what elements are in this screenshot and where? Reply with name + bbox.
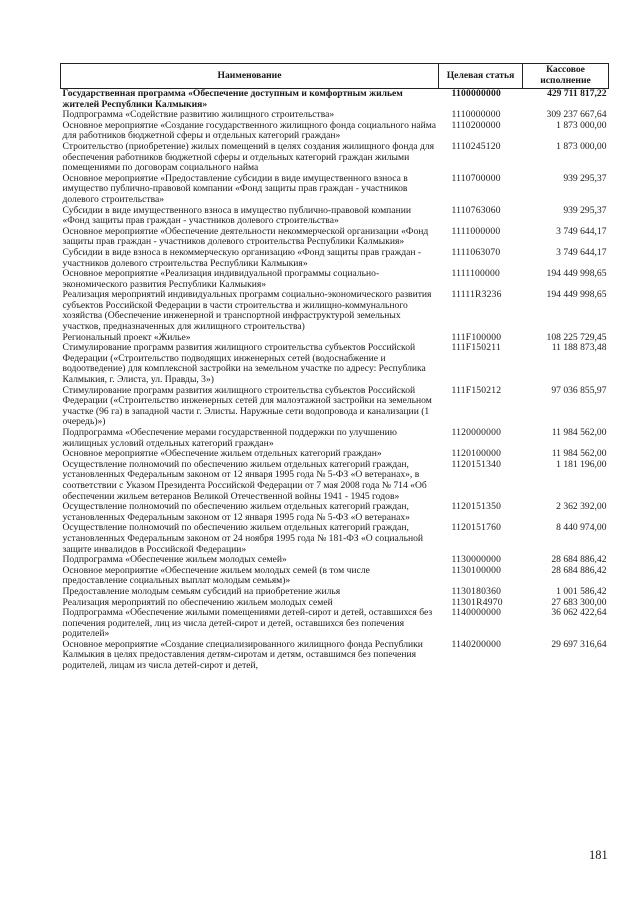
row-name: Основное мероприятие «Обеспечение жильем молодых семей (в том числе предоставление социальных выплат молодым семьям)» — [62, 564, 370, 587]
table-row — [61, 89, 609, 111]
row-name: Подпрограмма «Обеспечение жилыми помещениями детей-сирот и детей, оставшихся без попечения родителей, лиц из числа детей-сирот и детей, оставшихся без попечения родителей» — [62, 607, 433, 640]
row-cash-amount: 28 684 886,42 — [551, 554, 607, 566]
table-row — [61, 290, 609, 332]
row-name: Предоставление молодым семьям субсидий на приобретение жилья — [62, 585, 341, 597]
row-target-article: 1130180360 — [451, 585, 502, 597]
row-cash-amount: 939 295,37 — [563, 204, 607, 216]
row-target-article: 11111R3236 — [451, 289, 502, 301]
row-target-article: 1120000000 — [451, 427, 502, 438]
header-target-article: Целевая статья — [439, 64, 523, 89]
row-name: Государственная программа «Обеспечение доступным и комфортным жильем жителей Республики Калмыкия» — [62, 88, 403, 110]
row-cash-amount: 194 449 998,65 — [546, 268, 607, 280]
table-row — [61, 502, 609, 523]
row-name: Осуществление полномочий по обеспечению жильем отдельных категорий граждан, установленных Федеральным законом от 12 января 1995 года № 5-ФЗ «О ветеранах», в соответствии с Указом Президента Российской Федерации от 7 мая 2008 года № 714 «Об обеспечении жильем ветеранов Великой Отечественной войны 1941 - 1945 годов» — [62, 458, 427, 502]
row-name: Региональный проект «Жилье» — [62, 331, 191, 343]
header-cash-execution: Кассовое исполнение — [523, 64, 609, 89]
row-name: Реализация мероприятий индивидуальных программ социально-экономического развития субъектов Российской Федерации в части строительства и жилищно-коммунального хозяйства (Обеспечение инженерной и транспортной инфраструктурой земельных участков, предназначенных для жилищного строительства) — [62, 289, 432, 333]
row-target-article: 1110700000 — [451, 172, 501, 184]
row-cash-amount: 1 001 586,42 — [556, 585, 607, 597]
row-target-article: 111F150212 — [451, 384, 502, 396]
table-row — [61, 121, 609, 142]
row-target-article: 111F100000 — [451, 331, 502, 343]
table-row — [61, 386, 609, 428]
row-target-article: 1111100000 — [451, 268, 501, 280]
row-name: Осуществление полномочий по обеспечению жильем отдельных категорий граждан, установленных Федеральным законом от 24 ноября 1995 года № 181-ФЗ «О социальной защите инвалидов в Российской Федерации» — [62, 522, 424, 555]
row-cash-amount: 11 188 873,48 — [551, 342, 607, 354]
budget-execution-table — [60, 63, 609, 672]
row-target-article: 1110763060 — [451, 204, 501, 216]
row-cash-amount: 97 036 855,97 — [551, 384, 607, 396]
table-row — [61, 343, 609, 385]
row-cash-amount: 1 873 000,00 — [556, 140, 607, 152]
row-target-article: 1111000000 — [451, 225, 501, 237]
table-row — [61, 206, 609, 227]
table-row — [61, 460, 609, 502]
table-header — [61, 64, 609, 89]
row-cash-amount: 11 984 562,00 — [551, 448, 607, 460]
table-row — [61, 640, 609, 672]
row-cash-amount: 108 225 729,45 — [546, 331, 607, 343]
row-cash-amount: 27 683 300,00 — [551, 596, 607, 608]
row-target-article: 1140000000 — [451, 607, 502, 619]
row-name: Стимулирование программ развития жилищного строительства субъектов Российской Федерации («Строительство подводящих инженерных сетей (водоснабжение и водоотведение) для комплексной застройки на земельном участке по адресу: Республика Калмыкия, г. Элиста, ул. Правды, 3») — [62, 342, 426, 386]
table-row — [61, 248, 609, 269]
row-target-article: 11301R4970 — [451, 596, 503, 608]
table-row — [61, 428, 609, 449]
row-name: Основное мероприятие «Предоставление субсидии в виде имущественного взноса в имущество публично-правовой компании «Фонд защиты прав граждан - участников долевого строительства» — [62, 172, 408, 205]
row-name: Основное мероприятие «Создание государственного жилищного фонда социального найма для работников бюджетной сферы и отдельных категорий граждан» — [62, 119, 437, 142]
row-cash-amount: 29 697 316,64 — [551, 638, 607, 650]
row-name: Подпрограмма «Содействие развитию жилищного строительства» — [62, 109, 335, 121]
row-cash-amount: 939 295,37 — [563, 172, 607, 184]
table-body — [61, 89, 609, 672]
row-target-article: 1110200000 — [451, 119, 501, 131]
row-name: Основное мероприятие «Обеспечение деятельности некоммерческой организации «Фонд защиты прав граждан - участников долевого строительства Республики Калмыкия» — [62, 225, 429, 248]
row-target-article: 1120151340 — [451, 458, 502, 470]
row-cash-amount: 429 711 817,22 — [547, 88, 607, 99]
row-name: Строительство (приобретение) жилых помещений в целях создания жилищного фонда для обеспечения работников бюджетной сферы и отдельных категорий граждан жилыми помещениями по договорам социального найма — [62, 140, 435, 174]
table-row — [61, 587, 609, 598]
budget-table-sheet — [60, 63, 608, 672]
row-name: Подпрограмма «Обеспечение мерами государственной поддержки по улучшению жилищных условий отдельных категорий граждан» — [62, 427, 397, 449]
row-cash-amount: 194 449 998,65 — [546, 289, 607, 301]
row-cash-amount: 1 181 196,00 — [556, 458, 607, 470]
row-target-article: 1120151760 — [451, 522, 502, 534]
row-name: Основное мероприятие «Обеспечение жильем отдельных категорий граждан» — [62, 448, 382, 460]
table-row — [61, 227, 609, 248]
row-cash-amount: 1 873 000,00 — [556, 119, 607, 131]
row-target-article: 111F150211 — [451, 342, 501, 354]
table-row — [61, 174, 609, 206]
row-target-article: 1110245120 — [451, 140, 501, 152]
row-cash-amount: 3 749 644,17 — [556, 246, 607, 258]
row-cash-amount: 36 062 422,64 — [551, 607, 607, 619]
table-row — [61, 566, 609, 587]
row-name: Субсидии в виде имущественного взноса в имущество публично-правовой компании «Фонд защиты прав граждан - участников долевого строительства» — [62, 204, 411, 227]
row-name: Основное мероприятие «Создание специализированного жилищного фонда Республики Калмыкия в целях предоставления детям-сиротам и детям, оставшимся без попечения родителей, лицам из числа детей-сирот и детей, — [62, 638, 423, 672]
row-target-article: 1120100000 — [451, 448, 502, 460]
row-name: Субсидии в виде взноса в некоммерческую организацию «Фонд защиты прав граждан - участников долевого строительства Республики Калмыкия» — [62, 246, 422, 269]
row-cash-amount: 11 984 562,00 — [551, 427, 607, 438]
row-target-article: 1130000000 — [451, 554, 502, 566]
row-name: Стимулирование программ развития жилищного строительства субъектов Российской Федерации («Строительство инженерных сетей для малоэтажной застройки на земельном участке (96 га) в западной части г. Элисты. Наружные сети водопровода и канализации (1 очередь)») — [62, 384, 432, 428]
row-cash-amount: 3 749 644,17 — [556, 225, 607, 237]
row-target-article: 1120151350 — [451, 501, 502, 513]
table-row — [61, 608, 609, 640]
table-row — [61, 523, 609, 555]
row-cash-amount: 309 237 667,64 — [546, 109, 607, 121]
row-cash-amount: 8 440 974,00 — [556, 522, 607, 534]
row-name: Осуществление полномочий по обеспечению жильем отдельных категорий граждан, установленных Федеральным законом от 12 января 1995 года № 5-ФЗ «О ветеранах» — [62, 501, 410, 523]
row-target-article: 1140200000 — [451, 638, 502, 650]
row-name: Основное мероприятие «Реализация индивидуальной программы социально-экономического развития Республики Калмыкия» — [62, 268, 380, 290]
row-target-article: 1130100000 — [451, 564, 502, 576]
row-name: Реализация мероприятий по обеспечению жильем молодых семей — [62, 596, 333, 608]
row-cash-amount: 2 362 392,00 — [556, 501, 607, 513]
table-row — [61, 142, 609, 174]
header-name: Наименование — [61, 64, 439, 89]
page-number: 181 — [589, 848, 608, 862]
row-target-article: 1111063070 — [451, 246, 501, 258]
row-name: Подпрограмма «Обеспечение жильем молодых семей» — [62, 554, 287, 566]
row-target-article: 1110000000 — [451, 109, 501, 121]
row-target-article: 1100000000 — [451, 88, 501, 99]
table-row — [61, 269, 609, 290]
row-cash-amount: 28 684 886,42 — [551, 564, 607, 576]
